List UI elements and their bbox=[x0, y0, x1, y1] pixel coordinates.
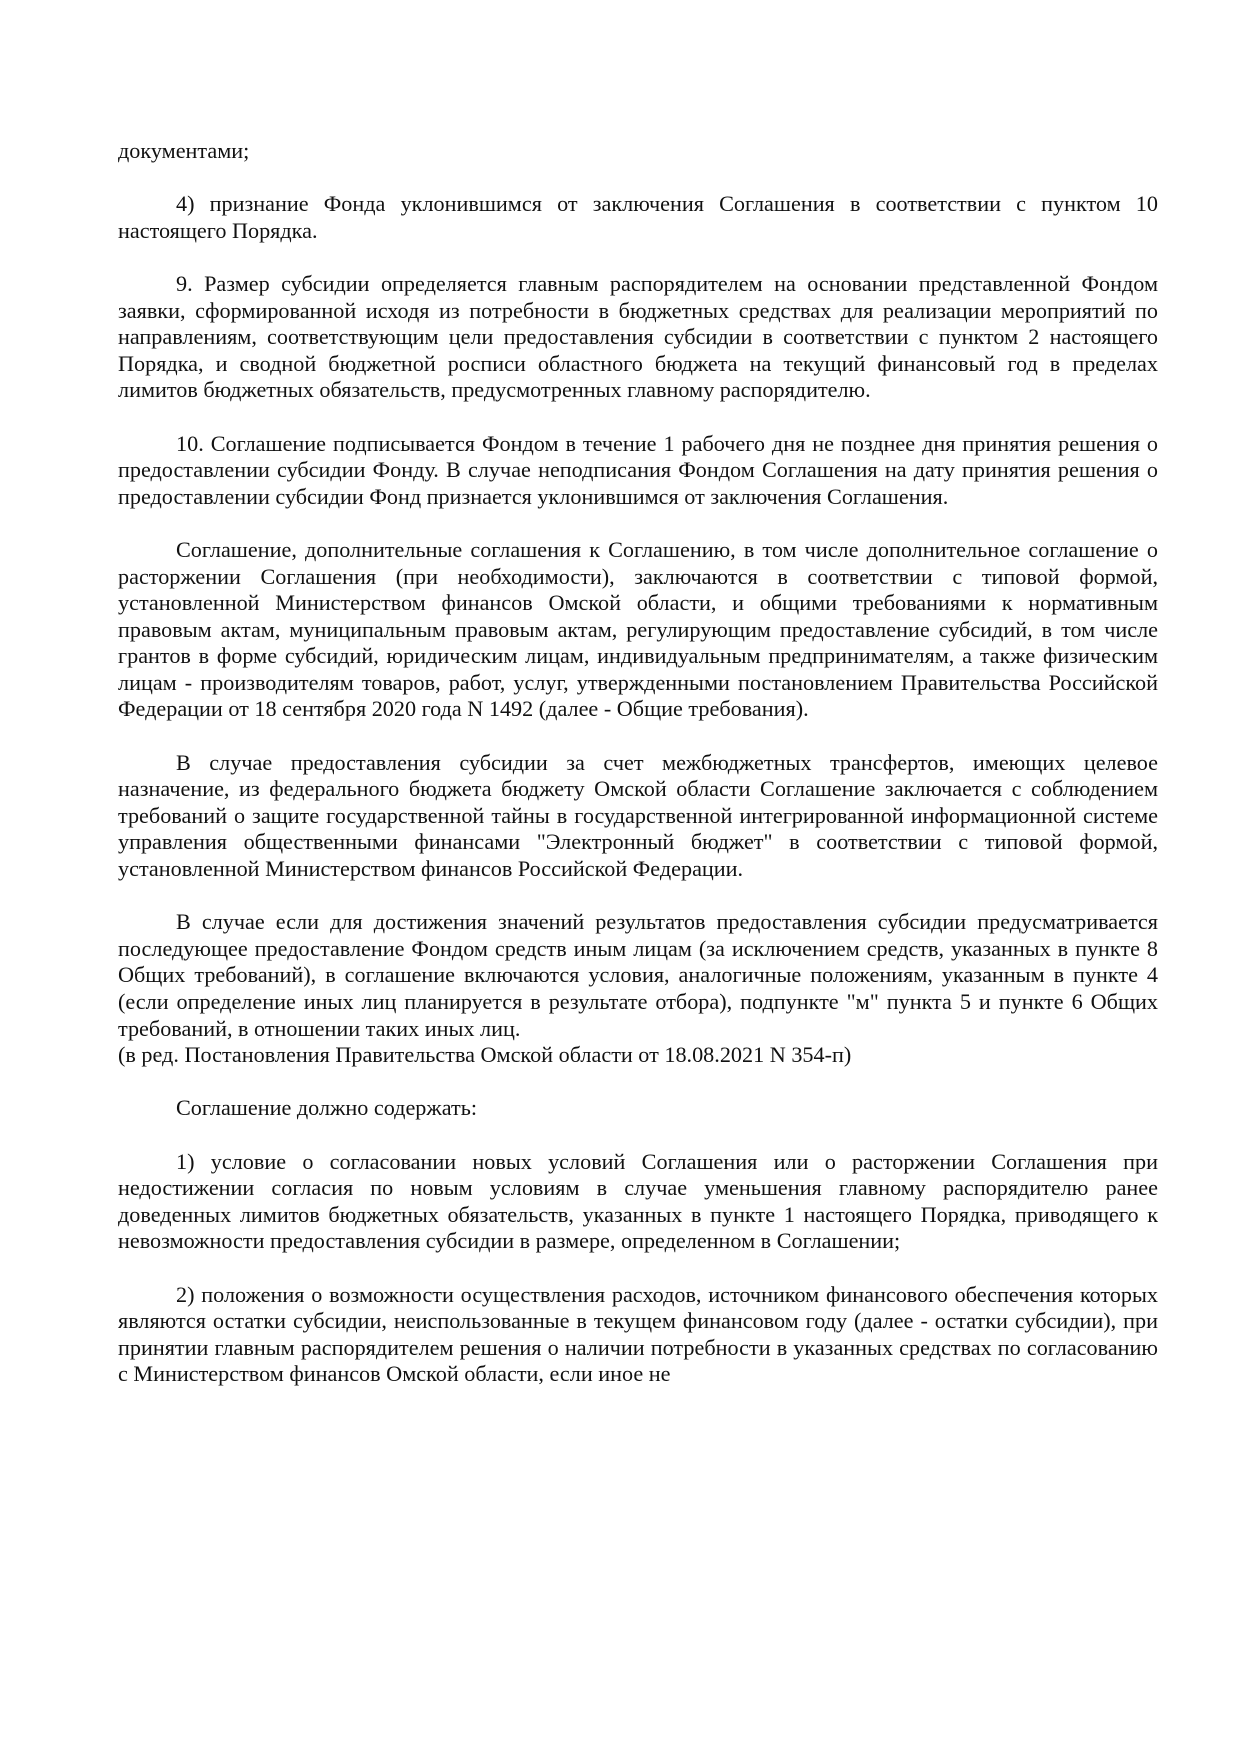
paragraph-contain-item-2: 2) положения о возможности осуществления расходов, источником финансового обеспечения которых являются остатки субсидии, неиспользованные в текущем финансовом году (далее - остатки субсидии), при принятии главным распорядителем решения о наличии потребности в указанных средствах по согласованию с Министерством финансов Омской области, если иное не bbox=[118, 1281, 1158, 1387]
paragraph-clause-10: 10. Соглашение подписывается Фондом в течение 1 рабочего дня не позднее дня принятия решения о предоставлении субсидии Фонду. В случае неподписания Фондом Соглашения на дату принятия решения о предоставлении субсидии Фонд признается уклонившимся от заключения Соглашения. bbox=[118, 430, 1158, 509]
paragraph-contain-item-1: 1) условие о согласовании новых условий Соглашения или о расторжении Соглашения при недостижении согласия по новым условиям в случае уменьшения главному распорядителю ранее доведенных лимитов бюджетных обязательств, указанных в пункте 1 настоящего Порядка, приводящего к невозможности предоставления субсидии в размере, определенном в Соглашении; bbox=[118, 1148, 1158, 1254]
paragraph-clause-9: 9. Размер субсидии определяется главным распорядителем на основании представленной Фондом заявки, сформированной исходя из потребности в бюджетных средствах для реализации мероприятий по направлениям, соответствующим цели предоставления субсидии в соответствии с пунктом 2 настоящего Порядка, и сводной бюджетной росписи областного бюджета на текущий финансовый год в пределах лимитов бюджетных обязательств, предусмотренных главному распорядителю. bbox=[118, 270, 1158, 403]
paragraph-agreement-forms: Соглашение, дополнительные соглашения к Соглашению, в том числе дополнительное соглашение о расторжении Соглашения (при необходимости), заключаются в соответствии с типовой формой, установленной Министерством финансов Омской области, и общими требованиями к нормативным правовым актам, муниципальным правовым актам, регулирующим предоставление субсидий, в том числе грантов в форме субсидий, юридическим лицам, индивидуальным предпринимателям, а также физическим лицам - производителям товаров, работ, услуг, утвержденными постановлением Правительства Российской Федерации от 18 сентября 2020 года N 1492 (далее - Общие требования). bbox=[118, 536, 1158, 722]
paragraph-continuation: документами; bbox=[118, 138, 250, 163]
document-page bbox=[118, 138, 1158, 1388]
paragraph-interbudget-transfers: В случае предоставления субсидии за счет межбюджетных трансфертов, имеющих целевое назначение, из федерального бюджета бюджету Омской области Соглашение заключается с соблюдением требований о защите государственной тайны в государственной интегрированной информационной системе управления общественными финансами "Электронный бюджет" в соответствии с типовой формой, установленной Министерством финансов Российской Федерации. bbox=[118, 749, 1158, 882]
paragraph-item-4: 4) признание Фонда уклонившимся от заключения Соглашения в соответствии с пунктом 10 настоящего Порядка. bbox=[118, 191, 1158, 243]
paragraph-other-persons: В случае если для достижения значений результатов предоставления субсидии предусматривается последующее предоставление Фондом средств иным лицам (за исключением средств, указанных в пункте 8 Общих требований), в соглашение включаются условия, аналогичные положениям, указанным в пункте 4 (если определение иных лиц планируется в результате отбора), подпункте "м" пункта 5 и пункте 6 Общих требований, в отношении таких иных лиц. bbox=[118, 909, 1158, 1041]
paragraph-must-contain: Соглашение должно содержать: bbox=[176, 1095, 477, 1121]
edition-note: (в ред. Постановления Правительства Омской области от 18.08.2021 N 354-п) bbox=[118, 1042, 852, 1068]
